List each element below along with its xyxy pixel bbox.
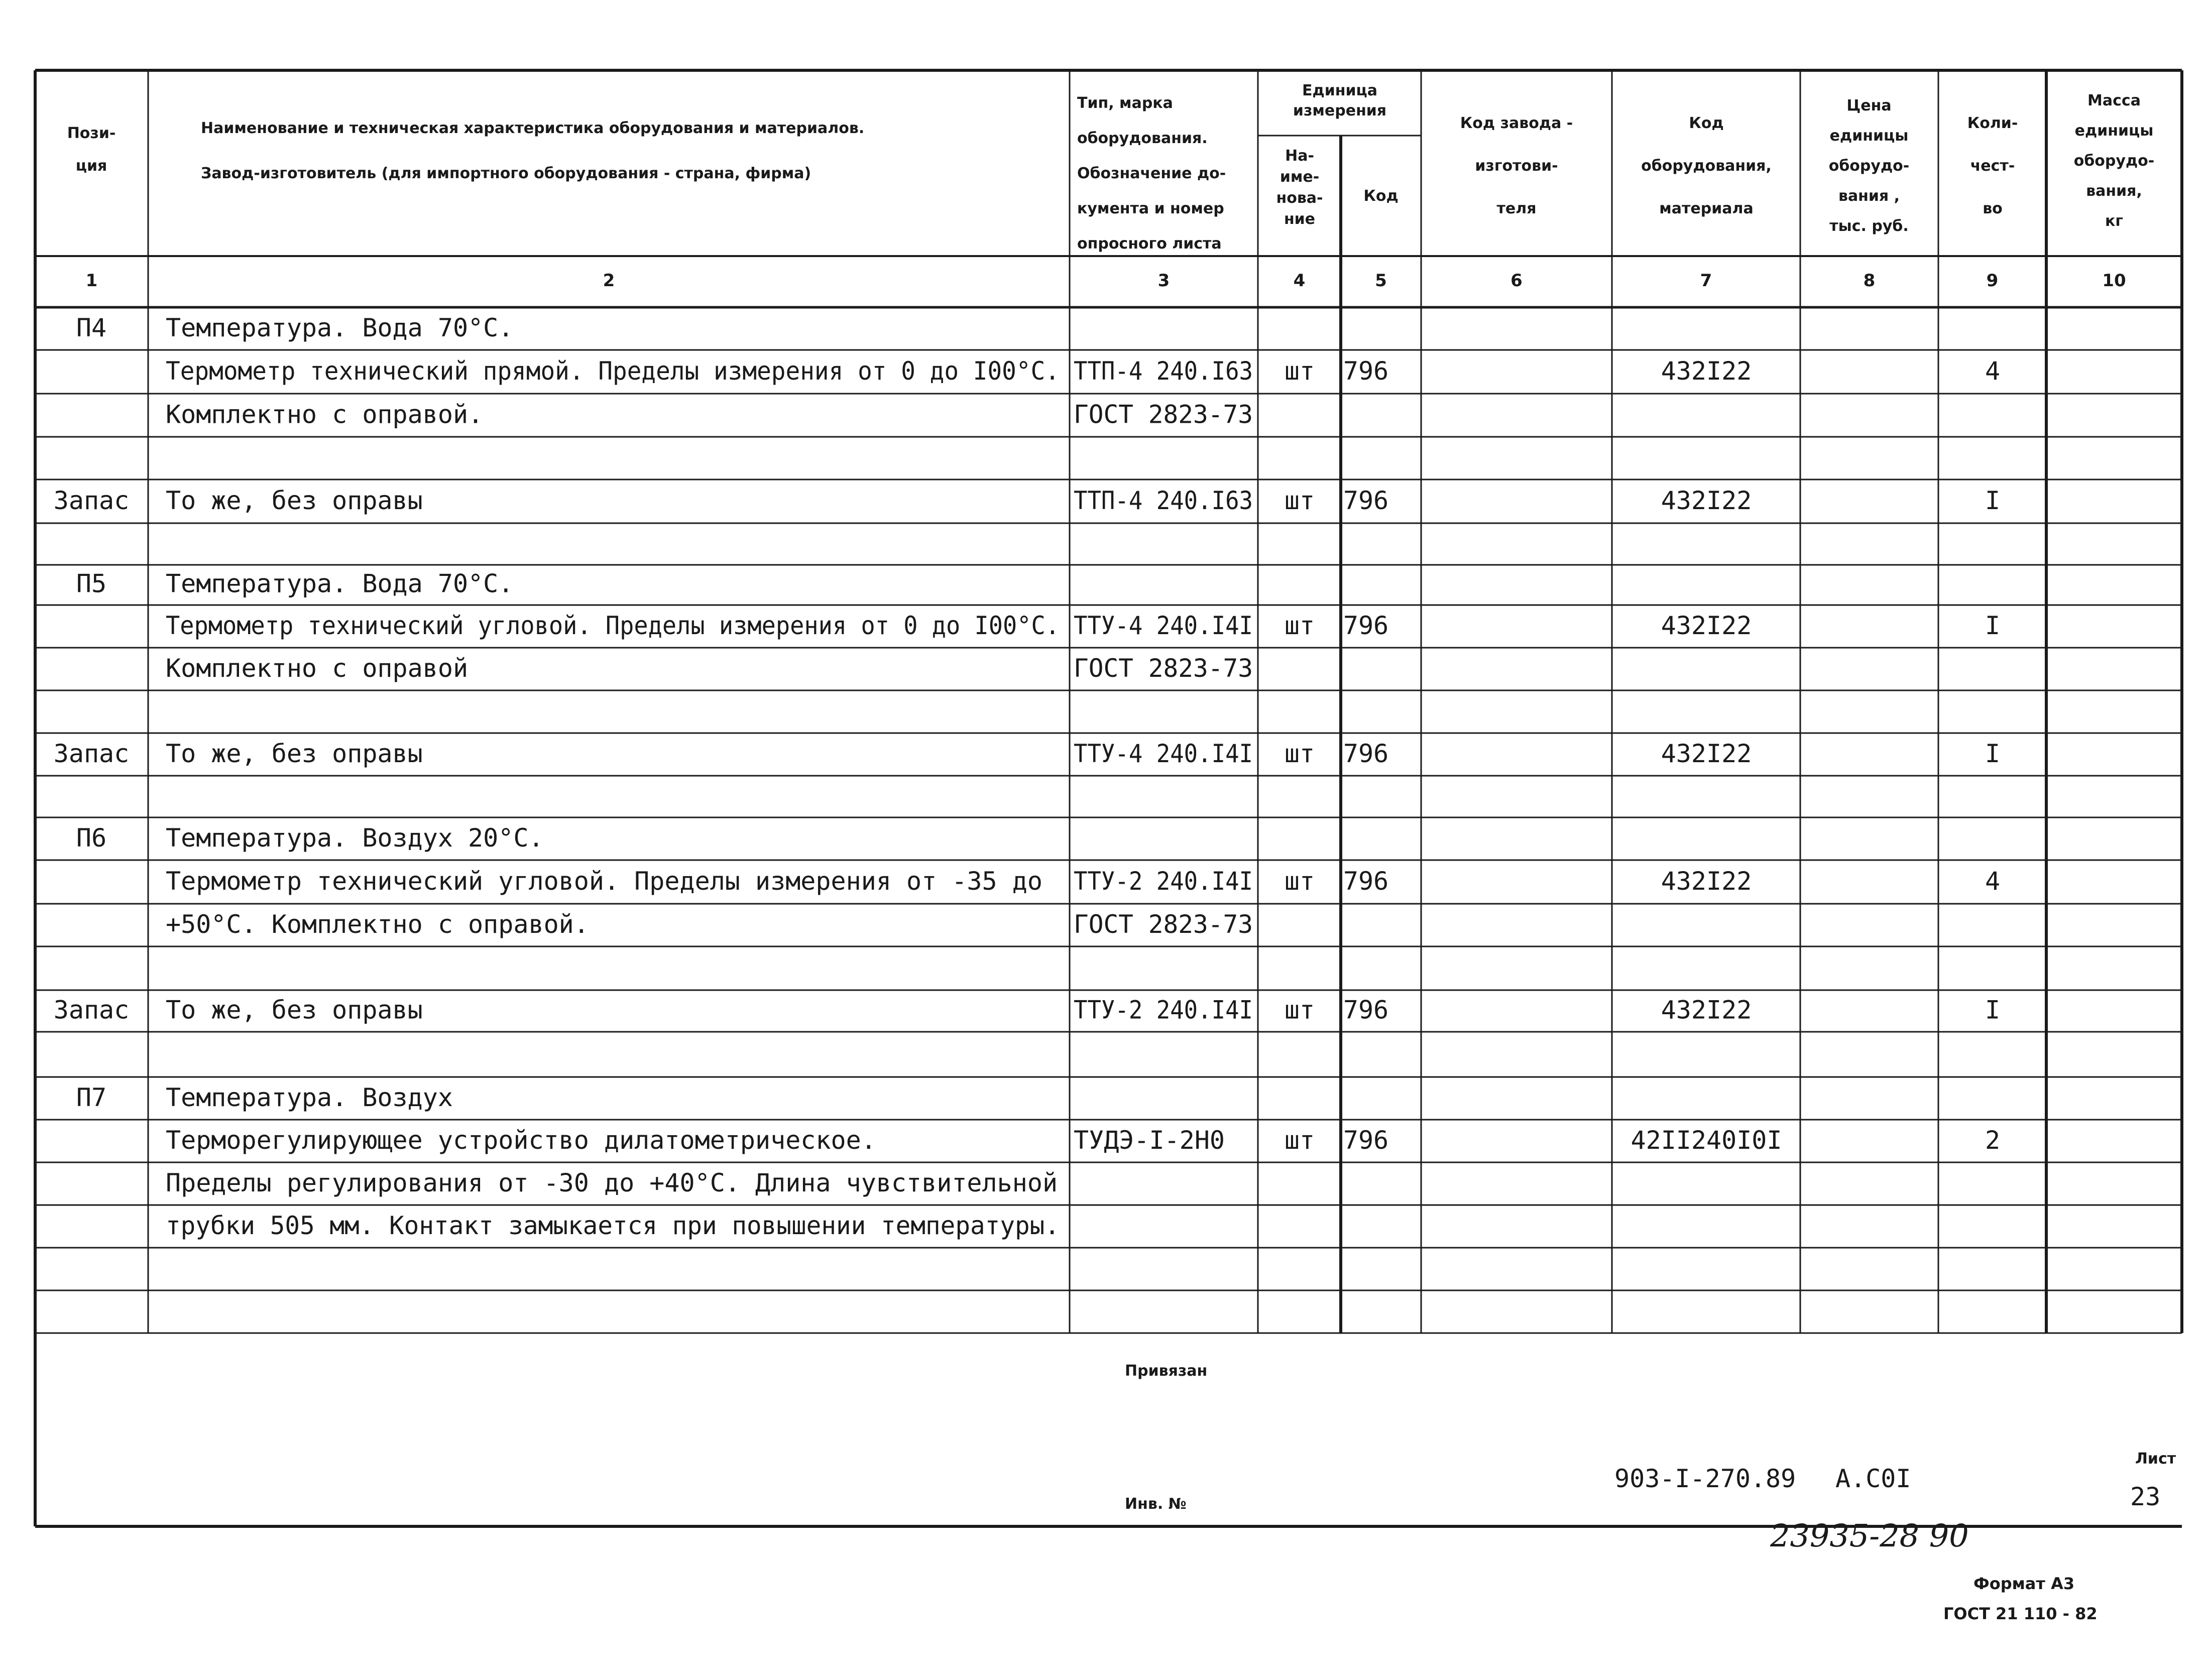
table-row <box>54 995 2000 1024</box>
row-quantity: I <box>1985 486 2001 516</box>
row-equipment-code: 42II240I0I <box>1631 1125 1782 1155</box>
table-row <box>76 1083 453 1112</box>
table-row <box>166 910 1253 939</box>
header-col3-line: опросного листа <box>1077 235 1222 253</box>
table-row <box>76 569 513 598</box>
header-col7-line: материала <box>1659 200 1754 217</box>
table-row <box>166 654 1253 683</box>
row-position: Запас <box>53 995 130 1025</box>
row-unit: шт <box>1284 739 1315 768</box>
header-col1-line: Пози- <box>67 125 116 142</box>
row-equipment-code: 432I22 <box>1661 611 1752 640</box>
row-unit-code: 796 <box>1343 611 1389 640</box>
table-row <box>166 611 2000 640</box>
header-col2-line: Наименование и техническая характеристика оборудования и материалов. <box>201 119 865 137</box>
table-row <box>54 486 2000 515</box>
header-col45-line: измерения <box>1293 102 1387 119</box>
header-col6-line: Код завода - <box>1460 114 1573 132</box>
row-name: Температура. Вода 70°С. <box>166 569 514 598</box>
row-name: Температура. Воздух <box>166 1083 453 1112</box>
row-quantity: 2 <box>1985 1125 2001 1155</box>
header-col10-line: оборудо- <box>2073 152 2155 170</box>
row-quantity: I <box>1985 739 2001 768</box>
table-row <box>76 823 544 853</box>
column-number: 5 <box>1375 271 1387 291</box>
column-number: 8 <box>1863 271 1876 291</box>
document-number: 903-I-270.89 <box>1614 1464 1796 1493</box>
row-unit-code: 796 <box>1343 356 1389 386</box>
table-row <box>166 1211 1060 1240</box>
row-quantity: 4 <box>1985 867 2001 896</box>
header-col9-line: во <box>1983 200 2003 217</box>
column-number: 1 <box>85 271 98 291</box>
row-equipment-code: 432I22 <box>1661 995 1752 1025</box>
header-col10-line: кг <box>2105 212 2124 230</box>
header-col8-line: вания , <box>1838 187 1900 205</box>
row-type: ТТП-4 240.I63 <box>1074 486 1253 516</box>
header-col3-line: оборудования. <box>1077 130 1208 147</box>
row-type: ТТУ-2 240.I4I <box>1074 867 1253 896</box>
table-row <box>166 867 2000 896</box>
row-name: Пределы регулирования от -30 до +40°С. Длина чувствительной <box>166 1168 1058 1197</box>
row-name: Термометр технический угловой. Пределы измерения от -35 до <box>166 867 1042 896</box>
gost-standard-label: ГОСТ 21 110 - 82 <box>1943 1604 2098 1623</box>
table-row <box>166 356 2000 386</box>
row-type: ТТУ-4 240.I4I <box>1074 611 1253 640</box>
format-label: Формат А3 <box>1973 1574 2075 1593</box>
row-type: ГОСТ 2823-73 <box>1074 653 1253 683</box>
row-quantity: I <box>1985 611 2001 640</box>
header-col4-line: На- <box>1285 147 1314 165</box>
header-col2-line: Завод-изготовитель (для импортного оборудования - страна, фирма) <box>201 165 811 182</box>
row-unit: шт <box>1284 611 1315 640</box>
sheet-label: Лист <box>2135 1450 2176 1468</box>
header-col10-line: вания, <box>2086 182 2142 200</box>
column-numbers-row <box>86 271 2126 291</box>
row-position: Запас <box>53 486 130 516</box>
table-header <box>67 82 2155 253</box>
row-unit-code: 796 <box>1343 1125 1389 1155</box>
row-unit: шт <box>1284 486 1315 516</box>
row-name: +50°С. Комплектно с оправой. <box>166 909 589 939</box>
footer-rule <box>422 1599 2182 1609</box>
row-position: П7 <box>76 1083 107 1112</box>
row-name: Термометр технический прямой. Пределы измерения от 0 до I00°С. <box>166 356 1060 386</box>
row-name: Термометр технический угловой. Пределы измерения от 0 до I00°С. <box>166 611 1060 640</box>
title-block <box>1112 1356 2182 1526</box>
row-name: Комплектно с оправой <box>166 653 469 683</box>
row-type: ГОСТ 2823-73 <box>1074 400 1253 429</box>
row-unit: шт <box>1284 356 1315 386</box>
header-col7-line: Код <box>1689 114 1724 132</box>
header-col7-line: оборудования, <box>1641 157 1772 175</box>
header-col8-line: единицы <box>1829 127 1909 145</box>
row-equipment-code: 432I22 <box>1661 486 1752 516</box>
table-row <box>166 1168 1058 1197</box>
header-col4-line: нова- <box>1276 189 1323 207</box>
row-name: То же, без оправы <box>166 995 423 1025</box>
header-col8-line: Цена <box>1846 97 1892 114</box>
row-position: Запас <box>53 739 130 768</box>
row-name: Температура. Воздух 20°С. <box>166 823 544 853</box>
column-number: 7 <box>1700 271 1712 291</box>
column-number: 3 <box>1157 271 1170 291</box>
table-body <box>54 313 2000 1240</box>
header-col8-line: оборудо- <box>1828 157 1910 175</box>
row-type: ГОСТ 2823-73 <box>1074 909 1253 939</box>
handwritten-archive-number: 23935-28 90 <box>1770 1517 1969 1554</box>
row-type: ТТП-4 240.I63 <box>1074 356 1253 386</box>
column-number: 6 <box>1510 271 1523 291</box>
header-col10-line: Масса <box>2087 92 2141 109</box>
table-row <box>166 400 1253 429</box>
stamp-inv-label: Инв. № <box>1125 1495 1187 1513</box>
row-name: трубки 505 мм. Контакт замыкается при повышении температуры. <box>166 1211 1060 1240</box>
sheet-number: 23 <box>2130 1482 2161 1511</box>
row-equipment-code: 432I22 <box>1661 356 1752 386</box>
header-col3-line: Обозначение до- <box>1077 165 1226 182</box>
header-col5-line: Код <box>1363 187 1399 205</box>
table-grid <box>35 70 2182 1526</box>
row-position: П5 <box>76 569 107 598</box>
row-position: П6 <box>76 823 107 853</box>
header-col4-line: ние <box>1284 210 1316 228</box>
document-code: А.С0I <box>1835 1464 1911 1493</box>
header-col8-line: тыс. руб. <box>1829 217 1909 235</box>
row-unit: шт <box>1284 995 1315 1025</box>
header-col6-line: теля <box>1496 200 1537 217</box>
stamp-bound-label: Привязан <box>1125 1362 1208 1380</box>
header-col10-line: единицы <box>2074 122 2154 140</box>
header-col1-line: ция <box>75 157 107 175</box>
row-quantity: 4 <box>1985 356 2001 386</box>
header-col9-line: Коли- <box>1967 114 2018 132</box>
header-col9-line: чест- <box>1970 157 2015 175</box>
row-name: То же, без оправы <box>166 739 423 768</box>
row-unit-code: 796 <box>1343 486 1389 516</box>
header-col3-line: Тип, марка <box>1077 94 1173 112</box>
row-unit-code: 796 <box>1343 739 1389 768</box>
column-number: 9 <box>1986 271 1999 291</box>
header-col45-line: Единица <box>1302 82 1377 99</box>
row-quantity: I <box>1985 995 2001 1025</box>
row-unit: шт <box>1284 1125 1315 1155</box>
row-name: Комплектно с оправой. <box>166 400 484 429</box>
row-name: То же, без оправы <box>166 486 423 516</box>
column-number: 4 <box>1293 271 1306 291</box>
header-col6-line: изготови- <box>1475 157 1558 175</box>
row-name: Температура. Вода 70°С. <box>166 313 514 342</box>
table-row <box>76 313 513 342</box>
row-equipment-code: 432I22 <box>1661 867 1752 896</box>
row-unit-code: 796 <box>1343 995 1389 1025</box>
row-name: Терморегулирующее устройство дилатометрическое. <box>166 1125 876 1155</box>
row-position: П4 <box>76 313 107 342</box>
row-type: ТУДЭ-I-2Н0 <box>1074 1125 1225 1155</box>
header-col3-line: кумента и номер <box>1077 200 1224 217</box>
row-type: ТТУ-2 240.I4I <box>1074 995 1253 1025</box>
row-unit-code: 796 <box>1343 867 1389 896</box>
header-col4-line: име- <box>1280 168 1320 186</box>
table-row <box>54 739 2000 768</box>
row-unit: шт <box>1284 867 1315 896</box>
table-row <box>166 1126 2000 1155</box>
column-number: 10 <box>2102 271 2126 291</box>
row-equipment-code: 432I22 <box>1661 739 1752 768</box>
column-number: 2 <box>603 271 615 291</box>
row-type: ТТУ-4 240.I4I <box>1074 739 1253 768</box>
